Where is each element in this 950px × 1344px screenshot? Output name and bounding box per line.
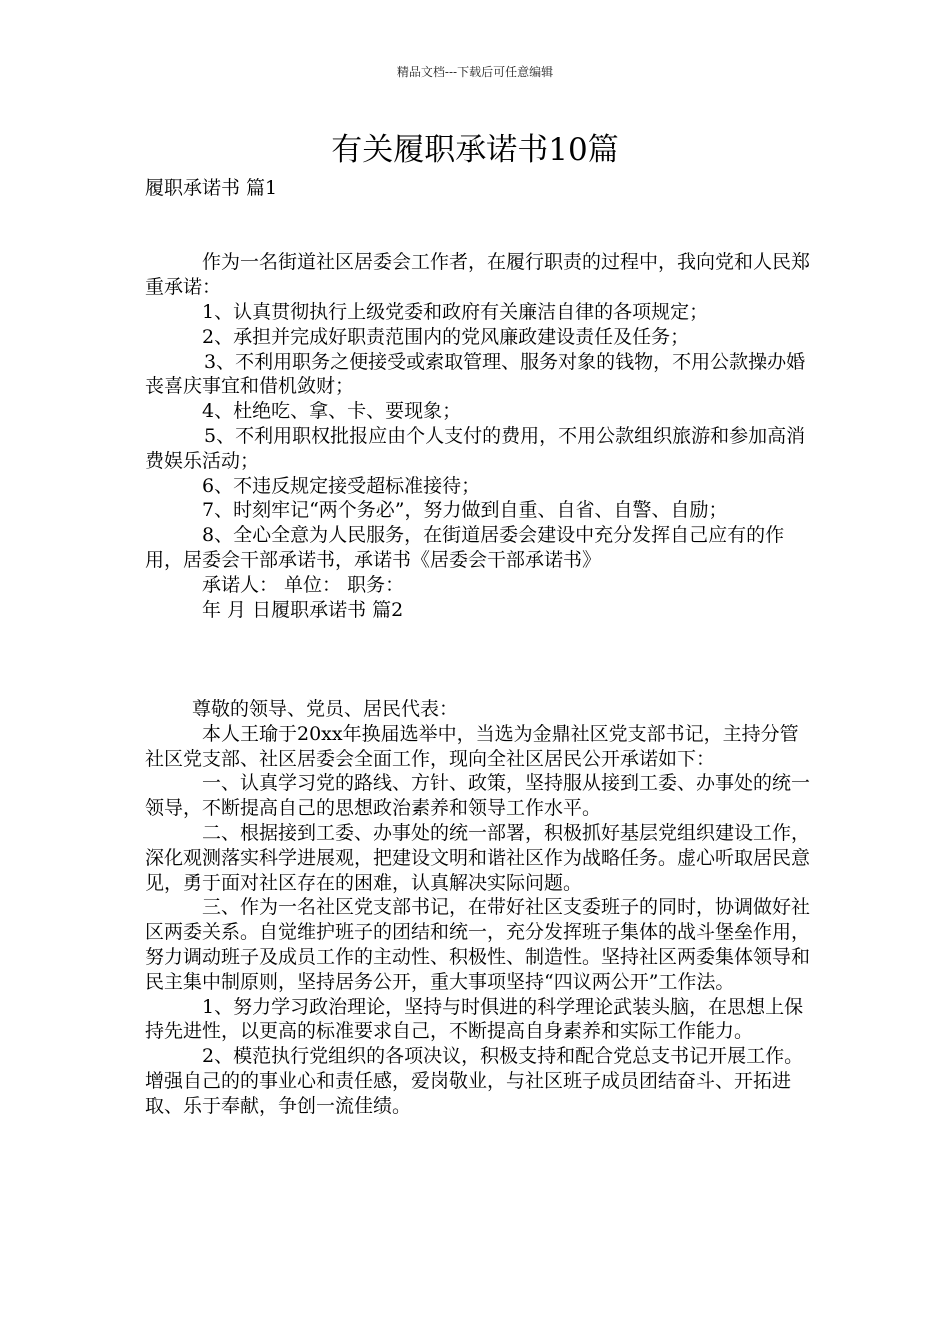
list-item: 6、不违反规定接受超标准接待；: [202, 474, 481, 497]
blank-space: [145, 201, 813, 251]
page-header-note: 精品文档---下载后可任意编辑: [396, 65, 554, 79]
salutation: 尊敬的领导、党员、居民代表：: [192, 698, 459, 720]
section-1: [145, 176, 813, 622]
paragraph: 三、作为一名社区党支部书记，在带好社区支委班子的同时，协调做好社区两委关系。自觉维护班子的团结和统一，充分发挥班子集体的战斗堡垒作用，努力调动班子及成员工作的主动性、积极性、制造性。坚持社区两委集体领导和民主集中制原则，坚持居务公开，重大事项坚持“四议两公开”工作法。: [145, 896, 811, 993]
list-item: 8、全心全意为人民服务，在街道居委会建设中充分发挥自己应有的作用，居委会干部承诺书，承诺书《居委会干部承诺书》: [145, 524, 785, 571]
section-1-heading: 履职承诺书 篇1: [145, 177, 278, 199]
date-line: 年 月 日履职承诺书 篇2: [202, 598, 404, 621]
list-item: 2、承担并完成好职责范围内的党风廉政建设责任及任务；: [202, 325, 690, 348]
paragraph: 2、模范执行党组织的各项决议，积极支持和配合党总支书记开展工作。增强自己的的事业心和责任感，爱岗敬业，与社区班子成员团结奋斗、开拓进取、乐于奉献，争创一流佳绩。: [145, 1045, 804, 1117]
list-item: 3、不利用职务之便接受或索取管理、服务对象的钱物，不用公款操办婚丧喜庆事宜和借机敛财；: [145, 350, 806, 398]
paragraph: 本人王瑜于20xx年换届选举中，当选为金鼎社区党支部书记，主持分管社区党支部、社区居委会全面工作，现向全社区居民公开承诺如下：: [145, 722, 799, 770]
paragraph: 二、根据接到工委、办事处的统一部署，积极抓好基层党组织建设工作，深化观测落实科学进展观，把建设文明和谐社区作为战略任务。虚心听取居民意见，勇于面对社区存在的困难，认真解决实际问题。: [145, 821, 811, 894]
paragraph: 1、努力学习政治理论，坚持与时俱进的科学理论武装头脑，在思想上保持先进性，以更高的标准要求自己，不断提高自身素养和实际工作能力。: [145, 995, 804, 1043]
list-item: 4、杜绝吃、拿、卡、要现象；: [202, 400, 462, 423]
paragraph: 作为一名街道社区居委会工作者，在履行职责的过程中，我向党和人民郑重承诺：: [145, 251, 811, 299]
list-item: 1、认真贯彻执行上级党委和政府有关廉洁自律的各项规定；: [202, 300, 709, 323]
list-item: 7、时刻牢记“两个务必”，努力做到自重、自省、自警、自励；: [202, 499, 728, 522]
list-item: 5、不利用职权批报应由个人支付的费用，不用公款组织旅游和参加高消费娱乐活动；: [145, 424, 806, 472]
section-2: [145, 697, 813, 1119]
paragraph: 一、认真学习党的路线、方针、政策，坚持服从接到工委、办事处的统一领导，不断提高自己的思想政治素养和领导工作水平。: [145, 772, 811, 820]
signature-line: 承诺人： 单位： 职务：: [202, 573, 405, 596]
document-title: 有关履职承诺书10篇: [331, 132, 619, 168]
